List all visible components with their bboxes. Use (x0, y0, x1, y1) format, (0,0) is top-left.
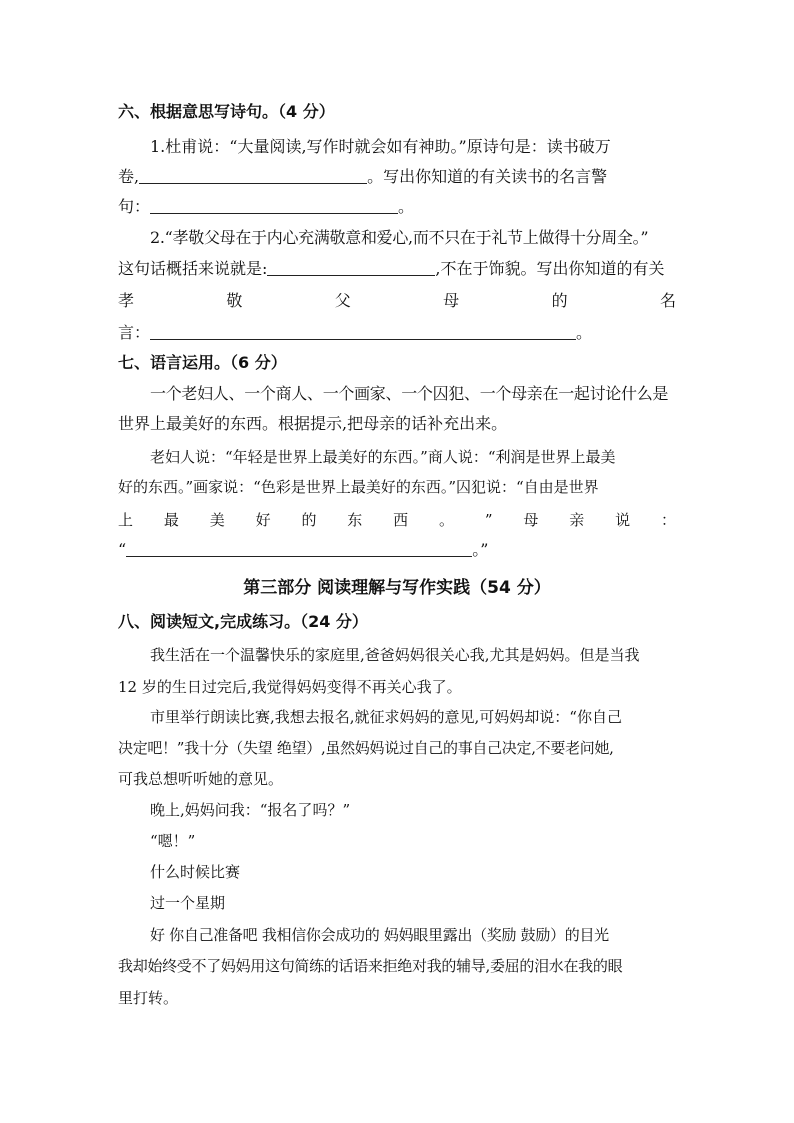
s8-p6: 过一个星期 (150, 894, 226, 912)
s7-char: 美 (209, 511, 225, 529)
answer-blank-reading-quote[interactable] (150, 197, 398, 214)
s7-para2-line2: 好的东西。”画家说：“色彩是世界上最美好的东西。”囚犯说：“自由是世界 (118, 478, 599, 496)
q2-char: 敬 (226, 291, 243, 310)
s7-line4-post: 。” (472, 540, 489, 559)
q2-char: 母 (443, 291, 460, 310)
answer-blank-mother[interactable] (126, 540, 472, 557)
s8-p4: “嗯！” (150, 832, 196, 850)
q2-line2 (118, 258, 676, 280)
q1-line2 (118, 166, 676, 188)
s7-char: 。 (439, 511, 455, 529)
s7-char: ： (660, 511, 676, 529)
answer-blank-summary[interactable] (267, 259, 435, 276)
s7-char: 母 (523, 511, 539, 529)
s8-p7-line2: 我却始终受不了妈妈用这句简练的话语来拒绝对我的辅导,委屈的泪水在我的眼 (118, 957, 623, 975)
s7-char: 最 (163, 511, 179, 529)
s8-p7-line3: 里打转。 (118, 989, 179, 1007)
s7-char: 说 (615, 511, 631, 529)
q2-line3 (118, 290, 676, 312)
q2-line4-pre: 言： (118, 323, 151, 342)
section6-heading: 六、根据意思写诗句。（4 分） (118, 102, 335, 121)
q1-line3 (118, 196, 676, 218)
s7-char: 好 (255, 511, 271, 529)
s7-para2-line4 (118, 539, 676, 561)
answer-blank-filial-quote[interactable] (150, 323, 576, 340)
s8-p7-line1: 好 你自己准备吧 我相信你会成功的 妈妈眼里露出（奖励 鼓励）的目光 (150, 926, 609, 944)
s8-p2-line3: 可我总想听听她的意见。 (118, 770, 284, 788)
s8-p5: 什么时候比赛 (150, 863, 241, 881)
s8-p1-line1: 我生活在一个温馨快乐的家庭里,爸爸妈妈很关心我,尤其是妈妈。但是当我 (150, 646, 640, 664)
s7-char: 上 (118, 511, 134, 529)
s8-p2-line1: 市里举行朗读比赛,我想去报名,就征求妈妈的意见,可妈妈却说：“你自己 (150, 708, 622, 726)
part3-title: 第三部分 阅读理解与写作实践（54 分） (243, 578, 551, 598)
q2-char: 父 (334, 291, 351, 310)
q1-line2-post: 。写出你知道的有关读书的名言警 (367, 167, 608, 186)
section8-heading: 八、阅读短文,完成练习。（24 分） (118, 612, 368, 631)
q2-line4-post: 。 (576, 323, 593, 342)
q2-line2-pre: 这句话概括来说就是: (118, 259, 268, 278)
q1-line3-post: 。 (398, 197, 415, 216)
q2-char: 名 (659, 291, 676, 310)
q2-char: 的 (551, 291, 568, 310)
answer-blank-poem[interactable] (139, 167, 367, 184)
q1-line2-pre: 卷, (118, 167, 140, 186)
q2-line2-post: ,不在于饰貌。写出你知道的有关 (435, 259, 665, 278)
s7-char: ” (484, 511, 493, 529)
s7-para1-line2: 世界上最美好的东西。根据提示,把母亲的话补充出来。 (118, 414, 508, 433)
q2-line4 (118, 322, 676, 344)
section7-heading: 七、语言运用。（6 分） (118, 353, 287, 372)
s7-para2-line1: 老妇人说：“年轻是世界上最美好的东西。”商人说：“利润是世界上最美 (150, 448, 616, 466)
q1-line1: 1.杜甫说：“大量阅读,写作时就会如有神助。”原诗句是：读书破万 (150, 137, 611, 156)
s7-para1-line1: 一个老妇人、一个商人、一个画家、一个囚犯、一个母亲在一起讨论什么是 (150, 384, 669, 403)
s7-line4-pre: “ (118, 540, 127, 559)
q2-line1: 2.“孝敬父母在于内心充满敬意和爱心,而不只在于礼节上做得十分周全。” (150, 228, 649, 247)
s8-p2-line2: 决定吧！”我十分（失望 绝望）,虽然妈妈说过自己的事自己决定,不要老问她, (118, 739, 614, 757)
s7-char: 东 (347, 511, 363, 529)
s7-para2-line3 (118, 509, 676, 531)
q1-line3-pre: 句： (118, 197, 151, 216)
s7-char: 西 (393, 511, 409, 529)
s8-p1-line2: 12 岁的生日过完后,我觉得妈妈变得不再关心我了。 (118, 678, 462, 696)
q2-char: 孝 (118, 291, 135, 310)
s7-char: 的 (301, 511, 317, 529)
s8-p3: 晚上,妈妈问我：“报名了吗？” (150, 801, 351, 819)
s7-char: 亲 (569, 511, 585, 529)
